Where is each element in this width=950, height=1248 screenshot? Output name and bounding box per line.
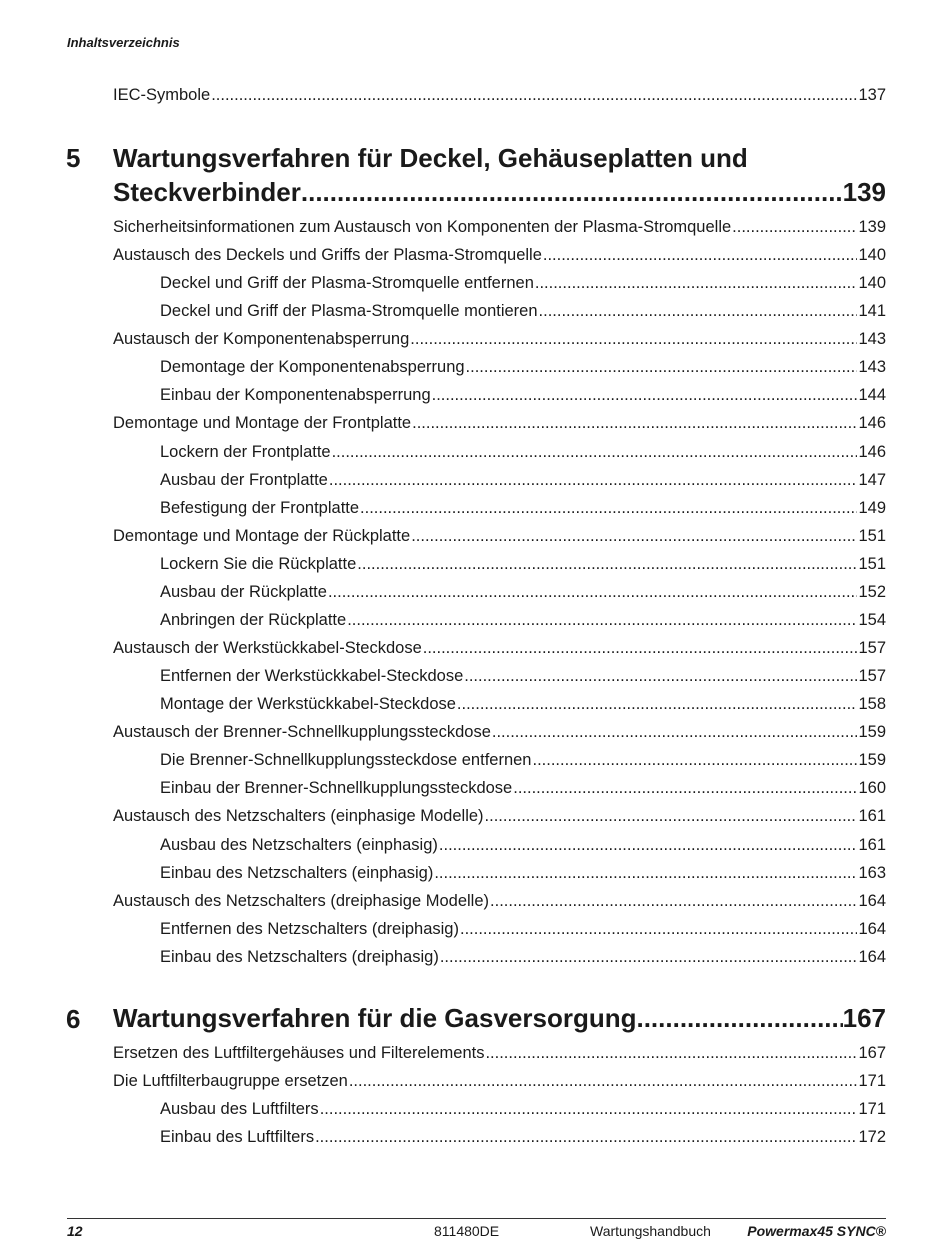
toc-entry[interactable] [160, 694, 886, 714]
toc-entry-label: Einbau der Brenner-Schnellkupplungssteckdose [160, 779, 513, 798]
toc-entry[interactable] [113, 722, 886, 742]
toc-entry[interactable] [160, 357, 886, 377]
dot-leader [543, 245, 858, 265]
toc-entry-label: Sicherheitsinformationen zum Austausch von Komponenten der Plasma-Stromquelle [113, 218, 732, 236]
dot-leader [532, 750, 857, 770]
toc-entry-label: Lockern der Frontplatte [160, 442, 331, 461]
toc-entry-page: 167 [858, 1044, 886, 1062]
dot-leader [464, 666, 857, 686]
toc-entry[interactable] [160, 470, 886, 490]
toc-entry[interactable] [160, 301, 886, 321]
toc-entry-page: 157 [858, 667, 886, 686]
toc-entry[interactable] [160, 778, 886, 798]
dot-leader [513, 778, 857, 798]
toc-entry-page: 164 [858, 891, 886, 910]
toc-entry-label: Anbringen der Rückplatte [160, 610, 347, 629]
dot-leader [329, 470, 858, 490]
dot-leader [490, 891, 857, 911]
toc-entry-label: Austausch des Netzschalters (dreiphasige Modelle) [113, 891, 490, 910]
toc-entry[interactable] [160, 498, 886, 518]
toc-entry[interactable] [160, 666, 886, 686]
toc-entry-label: Entfernen des Netzschalters (dreiphasig) [160, 919, 459, 938]
dot-leader [301, 176, 843, 208]
toc-entry-label: Montage der Werkstückkabel-Steckdose [160, 695, 456, 714]
chapter-page: 139 [842, 177, 886, 207]
dot-leader [466, 357, 858, 377]
toc-entry-page: 164 [858, 919, 886, 938]
toc-entry[interactable] [160, 610, 886, 630]
footer-page-number: 12 [67, 1223, 83, 1239]
toc-entry-page: 149 [858, 498, 886, 517]
toc-entry-label: Deckel und Griff der Plasma-Stromquelle entfernen [160, 274, 534, 293]
dot-leader [535, 273, 858, 293]
toc-entry-label: Einbau des Netzschalters (dreiphasig) [160, 947, 439, 966]
toc-entry-label: Die Luftfilterbaugruppe ersetzen [113, 1072, 348, 1090]
toc-entry-label: Entfernen der Werkstückkabel-Steckdose [160, 667, 464, 686]
dot-leader [539, 301, 858, 321]
dot-leader [439, 835, 858, 855]
toc-entry-label: Austausch der Komponentenabsperrung [113, 330, 410, 349]
dot-leader [360, 498, 857, 518]
toc-entry-label: Austausch des Netzschalters (einphasige Modelle) [113, 807, 484, 826]
toc-entry[interactable] [113, 526, 886, 546]
toc-entry-label: Ausbau der Rückplatte [160, 582, 327, 601]
toc-entry[interactable] [160, 919, 886, 939]
toc-entry[interactable] [160, 947, 886, 967]
dot-leader [211, 85, 857, 105]
toc-entry-page: 161 [858, 807, 886, 826]
dot-leader [492, 722, 858, 742]
toc-entry[interactable] [160, 863, 886, 883]
toc-entry-label: Ausbau des Luftfilters [160, 1100, 319, 1118]
toc-entry[interactable] [113, 329, 886, 349]
toc-entry-label: Austausch des Deckels und Griffs der Plasma-Stromquelle [113, 246, 542, 265]
toc-entry[interactable] [160, 1127, 886, 1147]
toc-entry-page: 146 [858, 442, 886, 461]
chapter-heading[interactable] [113, 176, 886, 208]
toc-entry-label: Ausbau der Frontplatte [160, 470, 328, 489]
toc-entry[interactable] [160, 554, 886, 574]
toc-entry-label: Demontage und Montage der Frontplatte [113, 414, 412, 433]
toc-entry-page: 159 [858, 723, 886, 742]
toc-entry-page: 164 [858, 947, 886, 966]
toc-entry[interactable] [113, 217, 886, 237]
toc-entry-page: 157 [858, 639, 886, 658]
toc-entry-page: 151 [858, 554, 886, 573]
chapter-heading[interactable] [113, 1002, 886, 1034]
toc-entry[interactable] [113, 806, 886, 826]
dot-leader [411, 526, 857, 546]
toc-entry-page: 141 [858, 302, 886, 321]
toc-entry[interactable] [160, 1099, 886, 1119]
dot-leader [412, 413, 857, 433]
toc-entry-page: 144 [858, 386, 886, 405]
footer-document-id: 811480DE [434, 1223, 500, 1239]
dot-leader [732, 217, 857, 237]
dot-leader [410, 329, 857, 349]
toc-entry[interactable] [113, 1071, 886, 1091]
toc-entry-label: IEC-Symbole [113, 86, 211, 104]
footer-document-type: Wartungshandbuch [590, 1223, 711, 1239]
toc-entry-page: 163 [858, 863, 886, 882]
toc-entry-label: Einbau des Luftfilters [160, 1128, 315, 1146]
toc-entry-page: 159 [858, 751, 886, 770]
toc-entry-page: 154 [858, 610, 886, 629]
toc-entry[interactable] [160, 273, 886, 293]
toc-entry-page: 158 [858, 695, 886, 714]
dot-leader [485, 1043, 857, 1063]
dot-leader [432, 385, 858, 405]
toc-entry-label: Demontage der Komponentenabsperrung [160, 358, 465, 377]
toc-entry-page: 152 [858, 582, 886, 601]
toc-entry-page: 146 [858, 414, 886, 433]
chapter-title: Wartungsverfahren für die Gasversorgung [113, 1003, 637, 1033]
toc-entry-page: 161 [858, 835, 886, 854]
dot-leader [423, 638, 858, 658]
dot-leader [332, 442, 858, 462]
toc-entry-page: 139 [858, 218, 886, 236]
toc-entry[interactable] [160, 582, 886, 602]
dot-leader [347, 610, 857, 630]
dot-leader [440, 947, 858, 967]
chapter-number: 5 [66, 143, 81, 173]
dot-leader [315, 1127, 857, 1147]
toc-entry[interactable] [113, 413, 886, 433]
chapter-title-line2: Steckverbinder [113, 177, 301, 207]
chapter-number: 6 [66, 1004, 81, 1034]
toc-entry-page: 151 [858, 526, 886, 545]
chapter-page: 167 [842, 1003, 886, 1033]
dot-leader [636, 1002, 842, 1034]
dot-leader [320, 1099, 858, 1119]
toc-entry-page: 147 [858, 470, 886, 489]
chapter-title-line1: Wartungsverfahren für Deckel, Gehäuseplatten und [113, 143, 748, 173]
toc-entry[interactable] [160, 385, 886, 405]
dot-leader [485, 806, 858, 826]
dot-leader [460, 919, 857, 939]
toc-entry-page: 172 [858, 1128, 886, 1146]
toc-entry[interactable] [160, 750, 886, 770]
dot-leader [434, 863, 857, 883]
toc-entry[interactable] [113, 1043, 886, 1063]
toc-entry[interactable] [160, 835, 886, 855]
toc-entry-label: Deckel und Griff der Plasma-Stromquelle montieren [160, 302, 538, 321]
toc-entry[interactable] [113, 891, 886, 911]
toc-entry-label: Ausbau des Netzschalters (einphasig) [160, 835, 438, 854]
toc-entry-page: 143 [858, 358, 886, 377]
toc-entry-label: Einbau des Netzschalters (einphasig) [160, 863, 434, 882]
dot-leader [328, 582, 858, 602]
toc-entry[interactable] [113, 638, 886, 658]
toc-entry-label: Austausch der Werkstückkabel-Steckdose [113, 639, 422, 658]
toc-entry-label: Einbau der Komponentenabsperrung [160, 386, 431, 405]
toc-entry-page: 140 [858, 274, 886, 293]
toc-entry[interactable] [113, 245, 886, 265]
toc-entry-page: 171 [858, 1100, 886, 1118]
toc-entry-page: 137 [858, 86, 886, 104]
toc-entry-label: Ersetzen des Luftfiltergehäuses und Filterelements [113, 1044, 485, 1062]
page-header-title: Inhaltsverzeichnis [67, 35, 180, 50]
toc-entry-label: Die Brenner-Schnellkupplungssteckdose entfernen [160, 751, 532, 770]
toc-entry-page: 140 [858, 246, 886, 265]
dot-leader [357, 554, 857, 574]
toc-entry-label: Demontage und Montage der Rückplatte [113, 526, 411, 545]
footer-product-name: Powermax45 SYNC® [747, 1223, 886, 1239]
toc-entry-label: Befestigung der Frontplatte [160, 498, 360, 517]
toc-entry-label: Lockern Sie die Rückplatte [160, 554, 357, 573]
dot-leader [457, 694, 858, 714]
toc-entry-label: Austausch der Brenner-Schnellkupplungssteckdose [113, 723, 491, 742]
toc-entry-page: 160 [858, 779, 886, 798]
footer-divider [67, 1218, 886, 1219]
toc-entry-page: 171 [858, 1072, 886, 1090]
toc-entry-page: 143 [858, 330, 886, 349]
toc-entry[interactable] [160, 442, 886, 462]
toc-entry[interactable] [113, 85, 886, 105]
dot-leader [349, 1071, 858, 1091]
